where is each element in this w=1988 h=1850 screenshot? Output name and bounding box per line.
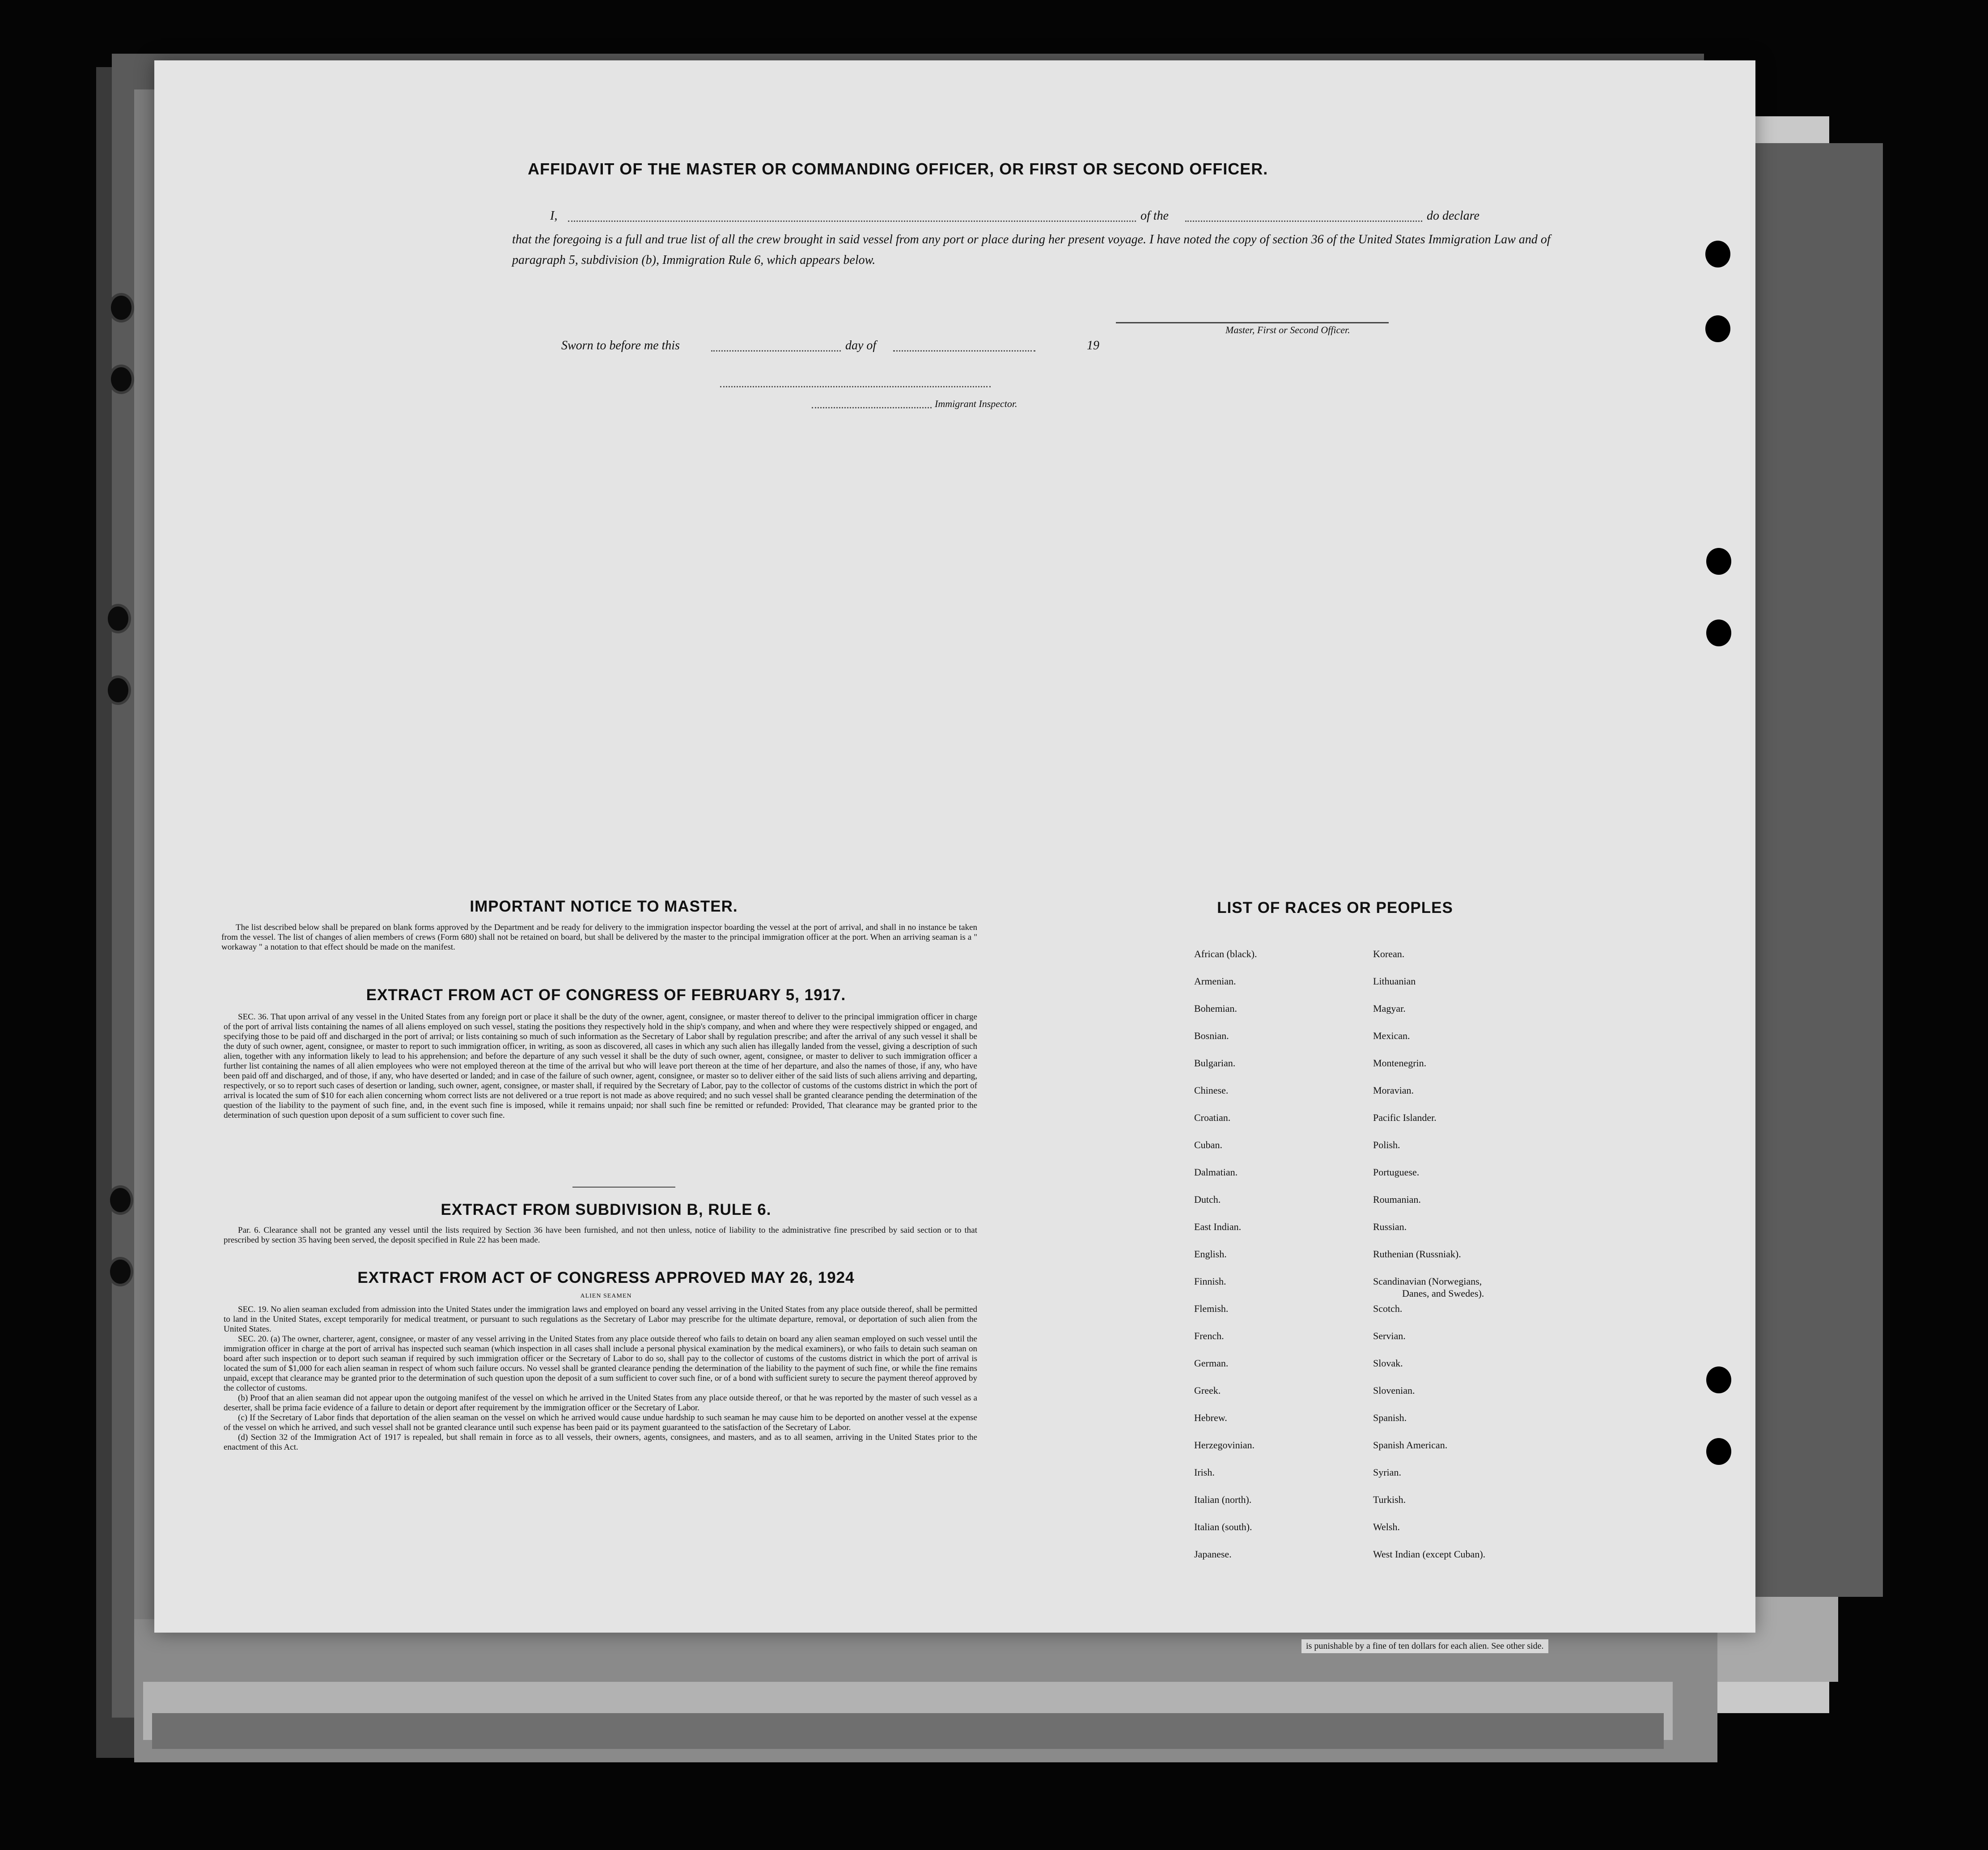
vessel-name-line[interactable] <box>1185 221 1422 222</box>
inspector-label: Immigrant Inspector. <box>935 398 1017 409</box>
extract-1924-body <box>224 1305 977 1452</box>
binder-hole-icon <box>107 1257 133 1286</box>
race-item: African (black). <box>1194 948 1257 959</box>
notice-body-text: The list described below shall be prepared on blank forms approved by the Department and be ready for delivery to the immigration inspector boarding the vessel at the port of arrival, and shall in no instance be taken from the vessel. The list of changes of alien members of crews (Form 680) shall not be retained on board, but shall be delivered by the master to the principal immigration officer at the port. When an arriving seaman is a " workaway " a notation to that effect should be made on the manifest. <box>221 923 977 952</box>
inspector-signature-line[interactable] <box>720 386 991 387</box>
sworn-day-line[interactable] <box>711 350 841 352</box>
race-item: East Indian. <box>1194 1221 1242 1232</box>
binder-hole-icon <box>108 365 134 394</box>
punch-hole-icon <box>1706 1438 1731 1465</box>
race-item: Magyar. <box>1373 1003 1406 1014</box>
race-item: Cuban. <box>1194 1139 1222 1150</box>
race-item: Turkish. <box>1373 1494 1406 1505</box>
race-item: Slovak. <box>1373 1358 1403 1369</box>
race-item: Pacific Islander. <box>1373 1112 1437 1123</box>
extract-1917-text: SEC. 36. That upon arrival of any vessel in the United States from any foreign port or place it shall be the duty of the owner, agent, consignee, or master thereof to deliver to the principal immigration officer in charge of the port of arrival lists containing the names of all aliens employed on such vessel, stating the positions they respectively hold in the ship's company, and when and where they were respectively shipped or engaged, and specifying those to be paid off and discharged in the port of arrival; or lists containing so much of such information as the Secretary of Labor shall by regulation prescribe; and after the arrival of any such vessel it shall be the duty of such owner, agent, consignee, or master to report to such immigration officer, in writing, as soon as discovered, all cases in which any such alien has illegally landed from the vessel, giving a description of such alien, together with any information likely to lead to his apprehension; and before the departure of any such vessel it shall be the duty of such owner, agent, consignee, or master to deliver to such immigration officer a further list containing the names of all alien employees who were not employed thereon at the time of the arrival but who will leave port thereon at the time of her departure, and also the names of those, if any, who have been paid off and discharged, and of those, if any, who have deserted or landed; and in case of the failure of such owner, agent, consignee, or master so to deliver either of the said lists of such aliens arriving and departing, respectively, or so to report such cases of desertion or landing, such owner, agent, consignee, or master shall, if required by the Secretary of Labor, pay to the collector of customs of the customs district in which the port of arrival is located the sum of $10 for each alien concerning whom correct lists are not delivered or a true report is not made as above required; and no such vessel shall be granted clearance pending the determination of the question of the liability to the payment of such fine, and, in the event such fine is imposed, while it remains unpaid; nor shall such fine be remitted or refunded: Provided, That clearance may be granted prior to the determination of such question upon deposit of a sum sufficient to cover such fine. <box>224 1012 977 1120</box>
sworn-month-line[interactable] <box>893 350 1035 352</box>
race-item: Hebrew. <box>1194 1412 1227 1423</box>
race-item: Slovenian. <box>1373 1385 1415 1396</box>
notice-body <box>221 923 977 952</box>
race-item: Bulgarian. <box>1194 1057 1236 1069</box>
right-edge-shadow <box>1744 143 1883 1597</box>
affidavit-title: AFFIDAVIT OF THE MASTER OR COMMANDING OFFICER, OR FIRST OR SECOND OFFICER. <box>528 160 1268 178</box>
race-item: Armenian. <box>1194 976 1236 987</box>
race-item: Moravian. <box>1373 1085 1414 1096</box>
race-item: English. <box>1194 1248 1227 1260</box>
extract-rule6-text: Par. 6. Clearance shall not be granted any vessel until the lists required by Section 36 have been furnished, and not then unless, notice of liability to the administrative fine prescribed by said section or to that prescribed by section 35 having been served, the deposit specified in Rule 22 has been made. <box>224 1226 977 1245</box>
race-item: Irish. <box>1194 1467 1215 1478</box>
punch-hole-icon <box>1705 315 1730 342</box>
race-item: Servian. <box>1373 1330 1406 1341</box>
binder-hole-icon <box>105 675 131 705</box>
race-item: Portuguese. <box>1373 1167 1420 1178</box>
punch-hole-icon <box>1705 241 1730 267</box>
race-item: West Indian (except Cuban). <box>1373 1549 1486 1560</box>
race-item: Scotch. <box>1373 1303 1403 1314</box>
race-item: French. <box>1194 1330 1224 1341</box>
race-item: Dutch. <box>1194 1194 1221 1205</box>
underlying-sheet-footer: is punishable by a fine of ten dollars for each alien. See other side. <box>1301 1639 1548 1653</box>
sec-20b-paragraph: (b) Proof that an alien seaman did not appear upon the outgoing manifest of the vessel on which he arrived in the United States from any place outside thereof, or that he was reported by the master of such vessel as a deserter, shall be prima facie evidence of a failure to detain or deport after requirement by the immigration officer or the Secretary of Labor. <box>224 1393 977 1413</box>
do-declare-label: do declare <box>1427 209 1479 223</box>
race-item: Syrian. <box>1373 1467 1401 1478</box>
extract-1924-subtitle: ALIEN SEAMEN <box>580 1293 632 1299</box>
punch-hole-icon <box>1706 619 1731 646</box>
binder-hole-icon <box>107 1185 133 1215</box>
binder-hole-icon <box>108 293 134 322</box>
affidavit-body: that the foregoing is a full and true list of all the crew brought in said vessel from any port or place during her present voyage. I have noted the copy of section 36 of the United States Immigration Law and of paragraph 5, subdivision (b), Immigration Rule 6, which appears below. <box>512 233 1551 267</box>
race-item: Roumanian. <box>1373 1194 1421 1205</box>
race-item: Bosnian. <box>1194 1030 1229 1041</box>
race-item: Chinese. <box>1194 1085 1229 1096</box>
race-item: Herzegovinian. <box>1194 1439 1255 1451</box>
race-item: Italian (south). <box>1194 1521 1252 1532</box>
race-item: Spanish American. <box>1373 1439 1448 1451</box>
master-signature-label: Master, First or Second Officer. <box>1225 324 1350 335</box>
sworn-day-of: day of <box>845 339 877 352</box>
extract-rule6-body <box>224 1226 977 1245</box>
race-item: Lithuanian <box>1373 976 1416 987</box>
show-through-text <box>682 431 689 444</box>
race-item: Finnish. <box>1194 1276 1226 1287</box>
race-item: Korean. <box>1373 948 1405 959</box>
punch-hole-icon <box>1706 548 1731 575</box>
sworn-year: 19 <box>1087 339 1099 352</box>
extract-rule6-title: EXTRACT FROM SUBDIVISION B, RULE 6. <box>441 1201 771 1218</box>
bottom-edge-shadow <box>152 1713 1664 1749</box>
race-item: Mexican. <box>1373 1030 1410 1041</box>
sec-20d-paragraph: (d) Section 32 of the Immigration Act of 1917 is repealed, but shall remain in force as to all vessels, their owners, agents, consignees, and masters, and as to all seamen, arriving in the United States prior to the enactment of this Act. <box>224 1433 977 1452</box>
sec-20a-paragraph: SEC. 20. (a) The owner, charterer, agent, consignee, or master of any vessel arriving in the United States from any place outside thereof who fails to detain on board any alien seaman employed on such vessel until the immigration officer in charge at the port of arrival has inspected such seaman (which inspection in all cases shall include a personal physical examination by the medical examiners), or who fails to detain such seaman on board after such inspection or to deport such seaman if required by such immigration officer or the Secretary of Labor to do so, shall pay to the collector of customs of the customs district in which the port of arrival is located the sum of $1,000 for each alien seaman in respect of whom such failure occurs. No vessel shall be granted clearance pending the determination of the liability to the payment of such fine, or while the fine remains unpaid, except that clearance may be granted prior to the determination of such question upon the deposit of a sum sufficient to cover such fine, or of a bond with sufficient surety to secure the payment thereof approved by the collector of customs. <box>224 1334 977 1393</box>
race-item: Dalmatian. <box>1194 1167 1238 1178</box>
extract-1917-title: EXTRACT FROM ACT OF CONGRESS OF FEBRUARY 5, 1917. <box>366 986 846 1004</box>
race-item: Ruthenian (Russniak). <box>1373 1248 1461 1260</box>
binder-hole-icon <box>105 604 131 633</box>
affidavit-form-page <box>154 60 1755 1633</box>
race-item: Montenegrin. <box>1373 1057 1427 1069</box>
race-item: Greek. <box>1194 1385 1221 1396</box>
punch-hole-icon <box>1706 1366 1731 1393</box>
divider <box>572 1187 675 1188</box>
extract-1924-title: EXTRACT FROM ACT OF CONGRESS APPROVED MAY 26, 1924 <box>357 1269 855 1286</box>
notice-title: IMPORTANT NOTICE TO MASTER. <box>470 898 738 915</box>
master-name-line[interactable] <box>568 221 1136 222</box>
race-item: Polish. <box>1373 1139 1400 1150</box>
race-item: Japanese. <box>1194 1549 1232 1560</box>
sec-19-paragraph: SEC. 19. No alien seaman excluded from admission into the United States under the immigration laws and employed on board any vessel arriving in the United States from any place outside thereof, shall be permitted to land in the United States, except temporarily for medical treatment, or pursuant to such regulations as the Secretary of Labor may prescribe for the ultimate departure, removal, or deportation of such alien from the United States. <box>224 1305 977 1334</box>
race-item: Flemish. <box>1194 1303 1229 1314</box>
inspector-name-line[interactable] <box>812 407 932 408</box>
race-item: Scandinavian (Norwegians, <box>1373 1276 1482 1287</box>
race-item: Russian. <box>1373 1221 1407 1232</box>
sworn-prefix: Sworn to before me this <box>561 339 680 352</box>
affidavit-i-label: I, <box>550 209 558 223</box>
extract-1917-body <box>224 1012 977 1120</box>
affidavit-of-the-label: of the <box>1140 209 1169 223</box>
sec-20c-paragraph: (c) If the Secretary of Labor finds that deportation of the alien seaman on the vessel on which he arrived would cause undue hardship to such seaman he may cause him to be deported on another vessel at the expense of the vessel on which he arrived, and such vessel shall not be granted clearance until such expense has been paid or its payment guaranteed to the satisfaction of the Secretary of Labor. <box>224 1413 977 1432</box>
race-item: Spanish. <box>1373 1412 1407 1423</box>
race-item: Croatian. <box>1194 1112 1231 1123</box>
race-item: Italian (north). <box>1194 1494 1252 1505</box>
races-title: LIST OF RACES OR PEOPLES <box>1217 899 1453 917</box>
race-item: Welsh. <box>1373 1521 1400 1532</box>
race-item-continuation: Danes, and Swedes). <box>1402 1288 1484 1299</box>
race-item: German. <box>1194 1358 1229 1369</box>
master-signature-line[interactable] <box>1116 322 1389 323</box>
race-item: Bohemian. <box>1194 1003 1237 1014</box>
